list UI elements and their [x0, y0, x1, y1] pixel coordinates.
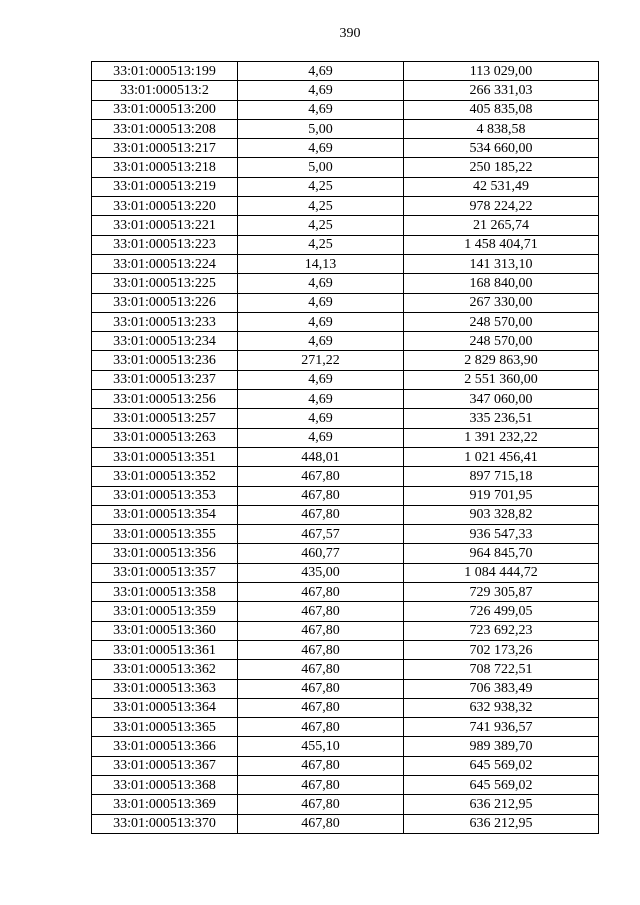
table-row	[92, 737, 599, 756]
table-row	[92, 235, 599, 254]
cadastral-number-cell: 33:01:000513:224	[92, 254, 238, 273]
value-cell: 4 838,58	[404, 119, 599, 138]
table-row	[92, 274, 599, 293]
value-cell: 636 212,95	[404, 814, 599, 833]
table-row	[92, 583, 599, 602]
value-cell: 267 330,00	[404, 293, 599, 312]
cadastral-number-cell: 33:01:000513:223	[92, 235, 238, 254]
cadastral-number-cell: 33:01:000513:237	[92, 370, 238, 389]
value-cell: 335 236,51	[404, 409, 599, 428]
table-row	[92, 467, 599, 486]
cadastral-number-cell: 33:01:000513:221	[92, 216, 238, 235]
cadastral-number-cell: 33:01:000513:263	[92, 428, 238, 447]
cadastral-number-cell: 33:01:000513:218	[92, 158, 238, 177]
area-cell: 4,69	[238, 409, 404, 428]
table-row	[92, 660, 599, 679]
table-row	[92, 775, 599, 794]
cadastral-number-cell: 33:01:000513:257	[92, 409, 238, 428]
area-cell: 4,25	[238, 216, 404, 235]
area-cell: 435,00	[238, 563, 404, 582]
area-cell: 4,69	[238, 390, 404, 409]
cadastral-number-cell: 33:01:000513:355	[92, 525, 238, 544]
table-row	[92, 119, 599, 138]
value-cell: 936 547,33	[404, 525, 599, 544]
value-cell: 919 701,95	[404, 486, 599, 505]
area-cell: 4,69	[238, 332, 404, 351]
table-row	[92, 216, 599, 235]
cadastral-number-cell: 33:01:000513:351	[92, 447, 238, 466]
table-row	[92, 814, 599, 833]
value-cell: 534 660,00	[404, 139, 599, 158]
value-cell: 708 722,51	[404, 660, 599, 679]
value-cell: 636 212,95	[404, 795, 599, 814]
cadastral-number-cell: 33:01:000513:352	[92, 467, 238, 486]
area-cell: 467,80	[238, 814, 404, 833]
value-cell: 741 936,57	[404, 718, 599, 737]
area-cell: 5,00	[238, 119, 404, 138]
table-row	[92, 62, 599, 81]
value-cell: 645 569,02	[404, 775, 599, 794]
area-cell: 467,80	[238, 718, 404, 737]
value-cell: 1 458 404,71	[404, 235, 599, 254]
value-cell: 729 305,87	[404, 583, 599, 602]
area-cell: 4,69	[238, 312, 404, 331]
table-row	[92, 177, 599, 196]
page-number: 390	[339, 26, 361, 41]
table-row	[92, 718, 599, 737]
cadastral-number-cell: 33:01:000513:236	[92, 351, 238, 370]
area-cell: 467,80	[238, 621, 404, 640]
table-row	[92, 447, 599, 466]
cadastral-number-cell: 33:01:000513:208	[92, 119, 238, 138]
cadastral-number-cell: 33:01:000513:234	[92, 332, 238, 351]
value-cell: 141 313,10	[404, 254, 599, 273]
area-cell: 467,80	[238, 756, 404, 775]
value-cell: 726 499,05	[404, 602, 599, 621]
table-row	[92, 100, 599, 119]
value-cell: 903 328,82	[404, 505, 599, 524]
cadastral-number-cell: 33:01:000513:226	[92, 293, 238, 312]
table-row	[92, 602, 599, 621]
cadastral-number-cell: 33:01:000513:356	[92, 544, 238, 563]
value-cell: 1 021 456,41	[404, 447, 599, 466]
cadastral-number-cell: 33:01:000513:233	[92, 312, 238, 331]
cadastral-number-cell: 33:01:000513:363	[92, 679, 238, 698]
value-cell: 897 715,18	[404, 467, 599, 486]
value-cell: 405 835,08	[404, 100, 599, 119]
cadastral-number-cell: 33:01:000513:220	[92, 197, 238, 216]
area-cell: 4,69	[238, 428, 404, 447]
table-row	[92, 505, 599, 524]
value-cell: 250 185,22	[404, 158, 599, 177]
area-cell: 467,80	[238, 505, 404, 524]
cadastral-number-cell: 33:01:000513:361	[92, 640, 238, 659]
value-cell: 266 331,03	[404, 81, 599, 100]
table-row	[92, 563, 599, 582]
area-cell: 467,80	[238, 602, 404, 621]
cadastral-number-cell: 33:01:000513:365	[92, 718, 238, 737]
cadastral-number-cell: 33:01:000513:353	[92, 486, 238, 505]
cadastral-number-cell: 33:01:000513:364	[92, 698, 238, 717]
cadastral-number-cell: 33:01:000513:367	[92, 756, 238, 775]
cadastral-number-cell: 33:01:000513:225	[92, 274, 238, 293]
cadastral-number-cell: 33:01:000513:368	[92, 775, 238, 794]
area-cell: 467,80	[238, 698, 404, 717]
table-row	[92, 293, 599, 312]
value-cell: 1 084 444,72	[404, 563, 599, 582]
table-row	[92, 486, 599, 505]
value-cell: 248 570,00	[404, 312, 599, 331]
table-row	[92, 158, 599, 177]
cadastral-number-cell: 33:01:000513:256	[92, 390, 238, 409]
cadastral-number-cell: 33:01:000513:219	[92, 177, 238, 196]
value-cell: 978 224,22	[404, 197, 599, 216]
area-cell: 4,69	[238, 100, 404, 119]
cadastral-number-cell: 33:01:000513:200	[92, 100, 238, 119]
value-cell: 21 265,74	[404, 216, 599, 235]
value-cell: 989 389,70	[404, 737, 599, 756]
table-row	[92, 544, 599, 563]
area-cell: 467,80	[238, 640, 404, 659]
table-row	[92, 525, 599, 544]
value-cell: 1 391 232,22	[404, 428, 599, 447]
area-cell: 4,69	[238, 81, 404, 100]
table-row	[92, 621, 599, 640]
table-row	[92, 756, 599, 775]
table-row	[92, 197, 599, 216]
value-cell: 632 938,32	[404, 698, 599, 717]
area-cell: 455,10	[238, 737, 404, 756]
cadastral-number-cell: 33:01:000513:199	[92, 62, 238, 81]
table-row	[92, 370, 599, 389]
area-cell: 271,22	[238, 351, 404, 370]
area-cell: 467,80	[238, 486, 404, 505]
table-row	[92, 428, 599, 447]
table-row	[92, 351, 599, 370]
area-cell: 460,77	[238, 544, 404, 563]
area-cell: 467,80	[238, 775, 404, 794]
cadastral-number-cell: 33:01:000513:217	[92, 139, 238, 158]
table-body	[92, 62, 599, 834]
value-cell: 2 551 360,00	[404, 370, 599, 389]
cadastral-number-cell: 33:01:000513:369	[92, 795, 238, 814]
table-row	[92, 332, 599, 351]
cadastral-number-cell: 33:01:000513:366	[92, 737, 238, 756]
cadastral-number-cell: 33:01:000513:2	[92, 81, 238, 100]
area-cell: 467,80	[238, 583, 404, 602]
area-cell: 4,25	[238, 197, 404, 216]
cadastral-number-cell: 33:01:000513:360	[92, 621, 238, 640]
cadastral-number-cell: 33:01:000513:354	[92, 505, 238, 524]
value-cell: 964 845,70	[404, 544, 599, 563]
table-row	[92, 81, 599, 100]
area-cell: 5,00	[238, 158, 404, 177]
area-cell: 4,25	[238, 177, 404, 196]
value-cell: 723 692,23	[404, 621, 599, 640]
value-cell: 347 060,00	[404, 390, 599, 409]
cadastral-number-cell: 33:01:000513:358	[92, 583, 238, 602]
area-cell: 467,80	[238, 467, 404, 486]
table-row	[92, 795, 599, 814]
area-cell: 4,69	[238, 293, 404, 312]
value-cell: 248 570,00	[404, 332, 599, 351]
cadastral-number-cell: 33:01:000513:359	[92, 602, 238, 621]
table-row	[92, 390, 599, 409]
area-cell: 467,57	[238, 525, 404, 544]
value-cell: 42 531,49	[404, 177, 599, 196]
area-cell: 4,69	[238, 274, 404, 293]
table-row	[92, 698, 599, 717]
value-cell: 113 029,00	[404, 62, 599, 81]
table-row	[92, 312, 599, 331]
value-cell: 706 383,49	[404, 679, 599, 698]
value-cell: 645 569,02	[404, 756, 599, 775]
area-cell: 4,69	[238, 370, 404, 389]
area-cell: 467,80	[238, 679, 404, 698]
area-cell: 14,13	[238, 254, 404, 273]
cadastral-number-cell: 33:01:000513:357	[92, 563, 238, 582]
table-row	[92, 409, 599, 428]
value-cell: 168 840,00	[404, 274, 599, 293]
area-cell: 4,25	[238, 235, 404, 254]
table-row	[92, 254, 599, 273]
value-cell: 702 173,26	[404, 640, 599, 659]
cadastral-number-cell: 33:01:000513:370	[92, 814, 238, 833]
area-cell: 4,69	[238, 62, 404, 81]
cadastral-number-cell: 33:01:000513:362	[92, 660, 238, 679]
area-cell: 467,80	[238, 660, 404, 679]
table-row	[92, 640, 599, 659]
area-cell: 448,01	[238, 447, 404, 466]
table-row	[92, 139, 599, 158]
table-row	[92, 679, 599, 698]
value-cell: 2 829 863,90	[404, 351, 599, 370]
area-cell: 4,69	[238, 139, 404, 158]
area-cell: 467,80	[238, 795, 404, 814]
data-table	[91, 61, 599, 834]
